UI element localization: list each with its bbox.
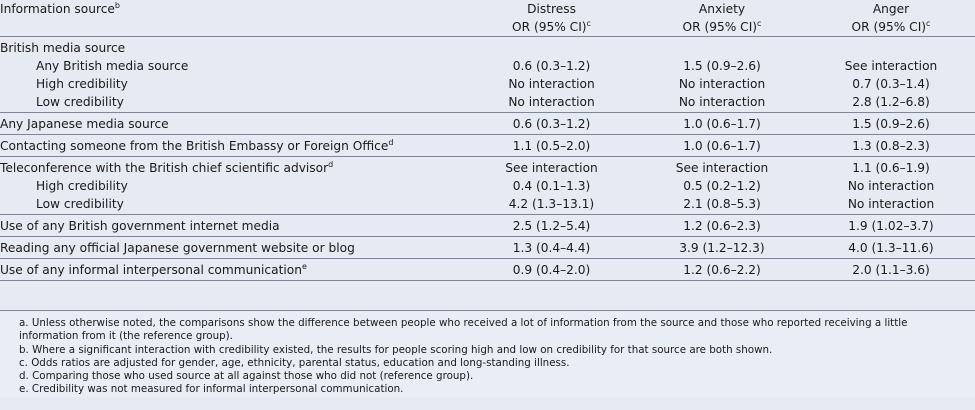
row-label: Use of any informal interpersonal communication$^e$ (0, 261, 307, 277)
header-anger: Anger OR (95% CI)$^c$ (807, 0, 975, 37)
row-label: Contacting someone from the British Embassy or Foreign Office$^d$ (0, 137, 394, 153)
row-label: Any Japanese media source (0, 117, 169, 131)
cell-anger: 1.5 (0.9–2.6) (852, 117, 930, 131)
cell-anxiety: 3.9 (1.2–12.3) (679, 241, 765, 255)
cell-distress: 0.4 (0.1–1.3) (512, 179, 591, 193)
cell-anger (807, 37, 975, 58)
footnote-a: a. Unless otherwise noted, the comparisons show the difference between people who received a lot of information from the source and those who reported receiving a little information from it (the reference group). (19, 317, 908, 343)
cell-anger: No interaction (847, 197, 935, 211)
table-row (0, 259, 975, 281)
row-label: Teleconference with the British chief scientific advisor$^d$ (0, 159, 334, 175)
footnote-b: b. Where a significant interaction with credibility existed, the results for people scoring high and low on credibility for that source are both shown. (19, 343, 773, 356)
cell-anger: 2.0 (1.1–3.6) (852, 263, 930, 277)
table-row (0, 157, 975, 178)
row-label: High credibility (36, 77, 128, 91)
cell-anger: 1.1 (0.6–1.9) (852, 161, 930, 175)
table-row (0, 37, 975, 58)
row-label: Low credibility (36, 95, 124, 109)
footnotes (0, 310, 975, 397)
table-row (0, 237, 975, 259)
table-row (0, 93, 975, 113)
footnote-e: e. Credibility was not measured for informal interpersonal communication. (19, 383, 404, 396)
cell-anger: 1.9 (1.02–3.7) (848, 219, 934, 233)
footnote-c: c. Odds ratios are adjusted for gender, age, ethnicity, parental status, education and long-standing illness. (19, 356, 570, 369)
row-label: British media source (0, 41, 126, 55)
row-label: Any British media source (36, 59, 189, 73)
cell-distress: 0.9 (0.4–2.0) (512, 263, 591, 277)
cell-anxiety: 1.5 (0.9–2.6) (683, 59, 761, 73)
table-row (0, 113, 975, 135)
row-group (0, 135, 975, 157)
header-information-source: Information source$^b$ (0, 0, 466, 37)
cell-distress: 1.1 (0.5–2.0) (512, 139, 591, 153)
cell-anger: 1.3 (0.8–2.3) (852, 139, 930, 153)
cell-distress: 1.3 (0.4–4.4) (512, 241, 591, 255)
cell-distress: 2.5 (1.2–5.4) (512, 219, 591, 233)
footnote-d: d. Comparing those who used source at all against those who did not (reference group). (19, 370, 474, 383)
table-row (0, 177, 975, 195)
row-label: High credibility (36, 179, 128, 193)
cell-anxiety: No interaction (678, 77, 766, 91)
cell-anxiety (637, 37, 807, 58)
row-group (0, 113, 975, 135)
cell-anxiety: 0.5 (0.2–1.2) (683, 179, 761, 193)
cell-distress: No interaction (508, 77, 595, 91)
header-anxiety: Anxiety OR (95% CI)$^c$ (637, 0, 807, 37)
table-row (0, 135, 975, 157)
row-label: Reading any official Japanese government website or blog (0, 241, 355, 255)
table-row (0, 75, 975, 93)
cell-anxiety: 1.2 (0.6–2.3) (683, 219, 761, 233)
cell-anger: 2.8 (1.2–6.8) (852, 95, 930, 109)
cell-anger: No interaction (847, 179, 935, 193)
cell-distress: 0.6 (0.3–1.2) (512, 117, 591, 131)
cell-anger: See interaction (844, 59, 938, 73)
row-group (0, 215, 975, 237)
cell-anxiety: 1.2 (0.6–2.2) (683, 263, 761, 277)
cell-anxiety: 2.1 (0.8–5.3) (683, 197, 761, 211)
cell-anxiety: 1.0 (0.6–1.7) (683, 117, 761, 131)
table-row (0, 195, 975, 215)
cell-distress: See interaction (505, 161, 598, 175)
cell-anxiety: See interaction (675, 161, 769, 175)
table-row (0, 57, 975, 75)
cell-anger: 0.7 (0.3–1.4) (852, 77, 930, 91)
row-group (0, 157, 975, 215)
row-label: Low credibility (36, 197, 124, 211)
header-row (0, 0, 975, 37)
header-distress: Distress OR (95% CI)$^c$ (466, 0, 637, 37)
cell-distress: 0.6 (0.3–1.2) (512, 59, 591, 73)
cell-distress (466, 37, 637, 58)
cell-distress: 4.2 (1.3–13.1) (508, 197, 595, 211)
cell-anxiety: 1.0 (0.6–1.7) (683, 139, 761, 153)
row-group (0, 37, 975, 113)
cell-distress: No interaction (508, 95, 595, 109)
cell-anger: 4.0 (1.3–11.6) (848, 241, 934, 255)
row-group (0, 237, 975, 259)
row-label: Use of any British government internet media (0, 219, 280, 233)
row-group (0, 259, 975, 281)
table-row (0, 215, 975, 237)
cell-anxiety: No interaction (678, 95, 766, 109)
